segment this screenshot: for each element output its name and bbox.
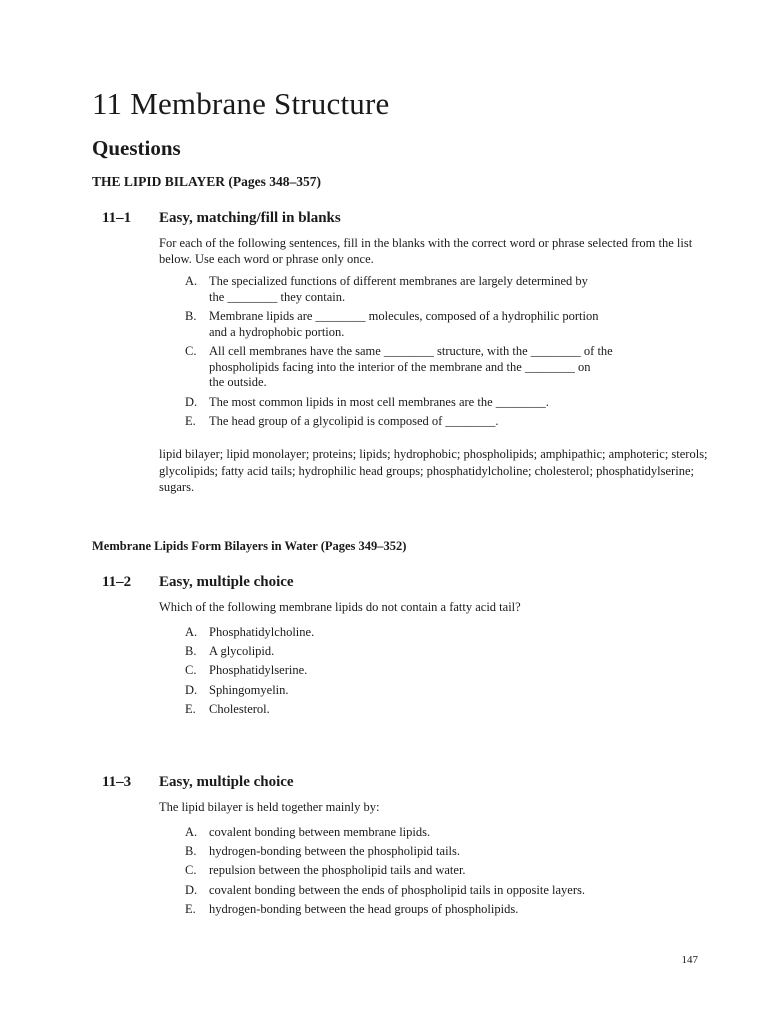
- option-b: [159, 842, 712, 861]
- question-stem: The lipid bilayer is held together mainly by:: [159, 800, 380, 814]
- option-text: covalent bonding between the ends of phospholipid tails in opposite layers.: [209, 882, 585, 897]
- option-text: covalent bonding between membrane lipids.: [209, 825, 431, 839]
- option-text: All cell membranes have the same ________ structure, with the ________ of the phospholipids facing into the interior of the membrane and the ________ on the outside.: [209, 344, 613, 389]
- option-letter: B.: [185, 309, 197, 323]
- option-letter: B.: [185, 644, 197, 659]
- option-text: hydrogen-bonding between the phospholipid tails.: [209, 844, 461, 859]
- question-type: Easy, multiple choice: [159, 774, 294, 790]
- question-instructions: For each of the following sentences, fill in the blanks with the correct word or phrase selected from the list below. Use each word or phrase only once.: [159, 236, 693, 266]
- option-e: [159, 900, 712, 919]
- option-b: [159, 309, 712, 340]
- word-bank: lipid bilayer; lipid monolayer; proteins; lipids; hydrophobic; phospholipids; amphipathic; amphoteric; sterols; glycolipids; fatty acid tails; hydrophilic head groups; phosphatidylcholine; cholesterol; phosphatidylserine; sugars.: [159, 447, 708, 494]
- option-letter: D.: [185, 394, 198, 409]
- option-letter: A.: [185, 625, 198, 639]
- option-text: A glycolipid.: [209, 644, 275, 659]
- option-text: Cholesterol.: [209, 701, 270, 716]
- section-heading: THE LIPID BILAYER (Pages 348–357): [92, 174, 322, 189]
- option-letter: D.: [185, 882, 198, 897]
- question-header: [92, 210, 712, 232]
- option-letter: A.: [185, 274, 198, 288]
- option-letter: E.: [185, 901, 196, 916]
- subsection-heading: Membrane Lipids Form Bilayers in Water (Pages 349–352): [92, 539, 407, 553]
- option-c: [159, 861, 712, 880]
- question-stem: Which of the following membrane lipids do not contain a fatty acid tail?: [159, 600, 521, 614]
- question-body: [159, 599, 712, 719]
- option-letter: D.: [185, 682, 198, 697]
- option-list: [159, 823, 712, 919]
- question-11-1: [92, 210, 712, 430]
- question-11-2: [92, 574, 712, 719]
- option-letter: C.: [185, 863, 197, 878]
- option-text: The most common lipids in most cell membranes are the ________.: [209, 394, 549, 409]
- question-header: [92, 574, 712, 596]
- question-header: [92, 774, 712, 796]
- option-letter: C.: [185, 344, 197, 358]
- question-type: Easy, multiple choice: [159, 574, 294, 590]
- option-text: hydrogen-bonding between the head groups of phospholipids.: [209, 901, 519, 916]
- option-text: The specialized functions of different membranes are largely determined by the ________ they contain.: [209, 274, 588, 304]
- option-d: [159, 681, 712, 700]
- question-number: 11–1: [102, 210, 132, 226]
- question-type: Easy, matching/fill in blanks: [159, 210, 341, 226]
- option-list: [159, 274, 712, 430]
- option-letter: E.: [185, 414, 196, 428]
- question-body: [159, 799, 712, 919]
- option-c: [159, 661, 712, 680]
- option-a: [159, 274, 712, 305]
- option-text: Membrane lipids are ________ molecules, composed of a hydrophilic portion and a hydrophobic portion.: [209, 309, 599, 339]
- option-text: Phosphatidylcholine.: [209, 625, 315, 639]
- question-11-3: [92, 774, 712, 919]
- question-number: 11–3: [102, 774, 132, 790]
- option-letter: E.: [185, 701, 196, 716]
- questions-heading: Questions: [92, 136, 181, 160]
- option-a: [159, 823, 712, 842]
- page-number: 147: [681, 954, 698, 966]
- option-text: repulsion between the phospholipid tails and water.: [209, 863, 466, 878]
- chapter-title: 11 Membrane Structure: [92, 86, 390, 121]
- option-c: [159, 344, 712, 391]
- question-number: 11–2: [102, 574, 132, 590]
- option-text: The head group of a glycolipid is composed of ________.: [209, 414, 499, 428]
- option-a: [159, 623, 712, 642]
- option-d: [159, 395, 712, 411]
- option-text: Phosphatidylserine.: [209, 663, 308, 678]
- option-letter: B.: [185, 844, 197, 859]
- option-text: Sphingomyelin.: [209, 682, 289, 697]
- option-letter: C.: [185, 663, 197, 678]
- option-b: [159, 642, 712, 661]
- option-e: [159, 414, 712, 430]
- option-list: [159, 623, 712, 719]
- option-letter: A.: [185, 825, 198, 839]
- question-body: [159, 235, 712, 430]
- option-e: [159, 700, 712, 719]
- option-d: [159, 881, 712, 900]
